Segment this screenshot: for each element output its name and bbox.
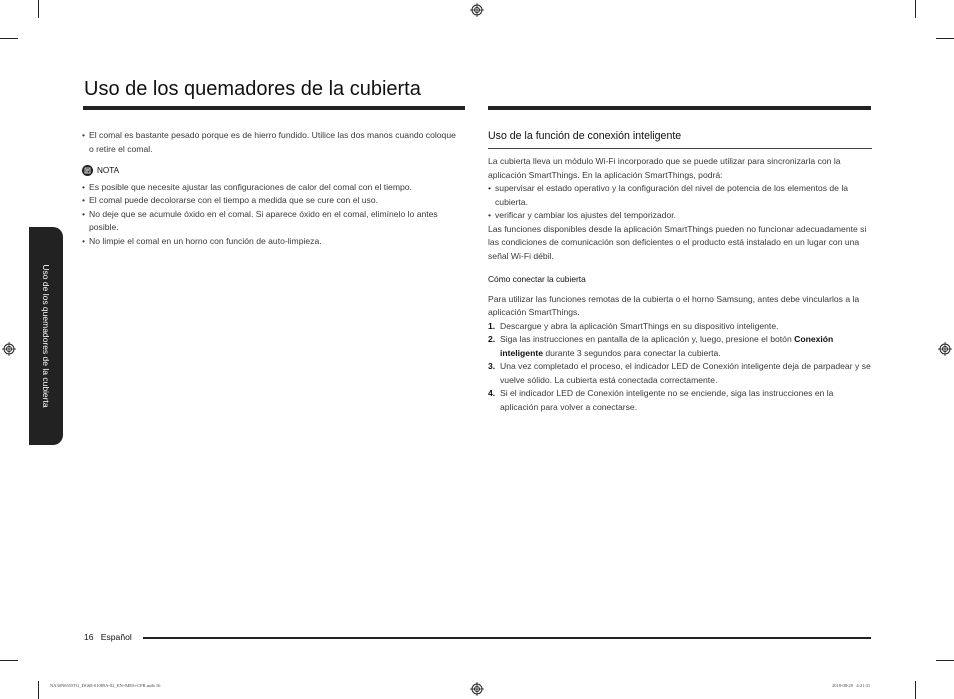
list-item: • El comal puede decolorarse con el tiempo a medida que se cure con el uso. (82, 194, 462, 208)
steps-list (488, 320, 872, 415)
crop-mark (38, 0, 39, 18)
crop-mark (915, 0, 916, 18)
right-column (488, 129, 872, 414)
step-text: durante 3 segundos para conectar la cubierta. (542, 347, 721, 358)
step-text: Una vez completado el proceso, el indicador LED de Conexión inteligente deja de parpadear y se vuelve sólido. La cubierta está conectada correctamente. (500, 361, 871, 385)
note-icon (82, 165, 93, 176)
subsection-heading: Cómo conectar la cubierta (488, 274, 586, 284)
availability-note: Las funciones disponibles desde la aplicación SmartThings pueden no funcionar adecuadamente si las condiciones de comunicación son deficientes o el producto está instalado en un lugar con una señal Wi-Fi débil. (488, 223, 867, 261)
step-number: 1. (488, 320, 496, 331)
list-item: • supervisar el estado operativo y la configuración del nivel de potencia de los elementos de la cubierta. (488, 182, 872, 209)
language-label: Español (100, 632, 132, 642)
crop-mark (38, 681, 39, 699)
note-header (82, 164, 462, 178)
step-item (488, 360, 872, 387)
side-tab-label: Uso de los quemadores de la cubierta (41, 264, 51, 408)
footer-rule (143, 637, 871, 639)
note-label: NOTA (97, 166, 120, 175)
step-item (488, 320, 872, 334)
registration-mark-icon (470, 682, 484, 696)
features-list (488, 182, 872, 223)
list-item: • No deje que se acumule óxido en el comal. Si aparece óxido en el comal, elimínelo lo antes posible. (82, 208, 462, 235)
section-rule (488, 148, 872, 149)
step-item (488, 387, 872, 414)
step-text: Si el indicador LED de Conexión inteligente no se enciende, siga las instrucciones en la aplicación para volver a conectarse. (500, 388, 834, 412)
step-number: 3. (488, 361, 496, 371)
registration-mark-icon (470, 3, 484, 17)
file-name: NA30N6555TG_DG68-01089A-02_EN+MES+CFR.indb 16 (50, 683, 161, 688)
crop-mark (936, 38, 954, 39)
section-heading: Uso de la función de conexión inteligente (488, 130, 682, 142)
crop-mark (0, 660, 18, 661)
button-name: Conexión inteligente (500, 334, 834, 358)
section-intro: La cubierta lleva un módulo Wi-Fi incorporado que se puede utilizar para sincronizarla con la aplicación SmartThings. En la aplicación SmartThings, podrá: (488, 156, 841, 180)
list-item: • El comal es bastante pesado porque es de hierro fundido. Utilice las dos manos cuando coloque o retire el comal. (82, 129, 462, 156)
title-rule-right (488, 106, 871, 110)
crop-mark (915, 681, 916, 699)
left-column (82, 129, 462, 248)
crop-mark (936, 660, 954, 661)
page-number: 16 (84, 632, 94, 642)
comal-bullet-list (82, 129, 462, 156)
registration-mark-icon (2, 342, 16, 356)
crop-mark (0, 38, 18, 39)
step-text: Siga las instrucciones en pantalla de la aplicación y, luego, presione el botón (500, 334, 795, 344)
page-title: Uso de los quemadores de la cubierta (84, 78, 421, 100)
step-number: 2. (488, 334, 496, 344)
step-number: 4. (488, 388, 496, 398)
side-tab (29, 227, 63, 445)
step-text: Descargue y abra la aplicación SmartThings en su dispositivo inteligente. (500, 320, 779, 331)
title-rule-left (83, 106, 465, 110)
list-item: • verificar y cambiar los ajustes del temporizador. (488, 209, 872, 223)
step-item (488, 333, 872, 360)
note-list (82, 181, 462, 249)
print-timestamp: 2018-08-29 4:21:31 (832, 683, 871, 688)
list-item: • No limpie el comal en un horno con función de auto-limpieza. (82, 235, 462, 249)
page-footer (84, 632, 132, 642)
subsection-intro: Para utilizar las funciones remotas de la cubierta o el horno Samsung, antes debe vincularlos a la aplicación SmartThings. (488, 293, 860, 317)
registration-mark-icon (938, 342, 952, 356)
list-item: • Es posible que necesite ajustar las configuraciones de calor del comal con el tiempo. (82, 181, 462, 195)
